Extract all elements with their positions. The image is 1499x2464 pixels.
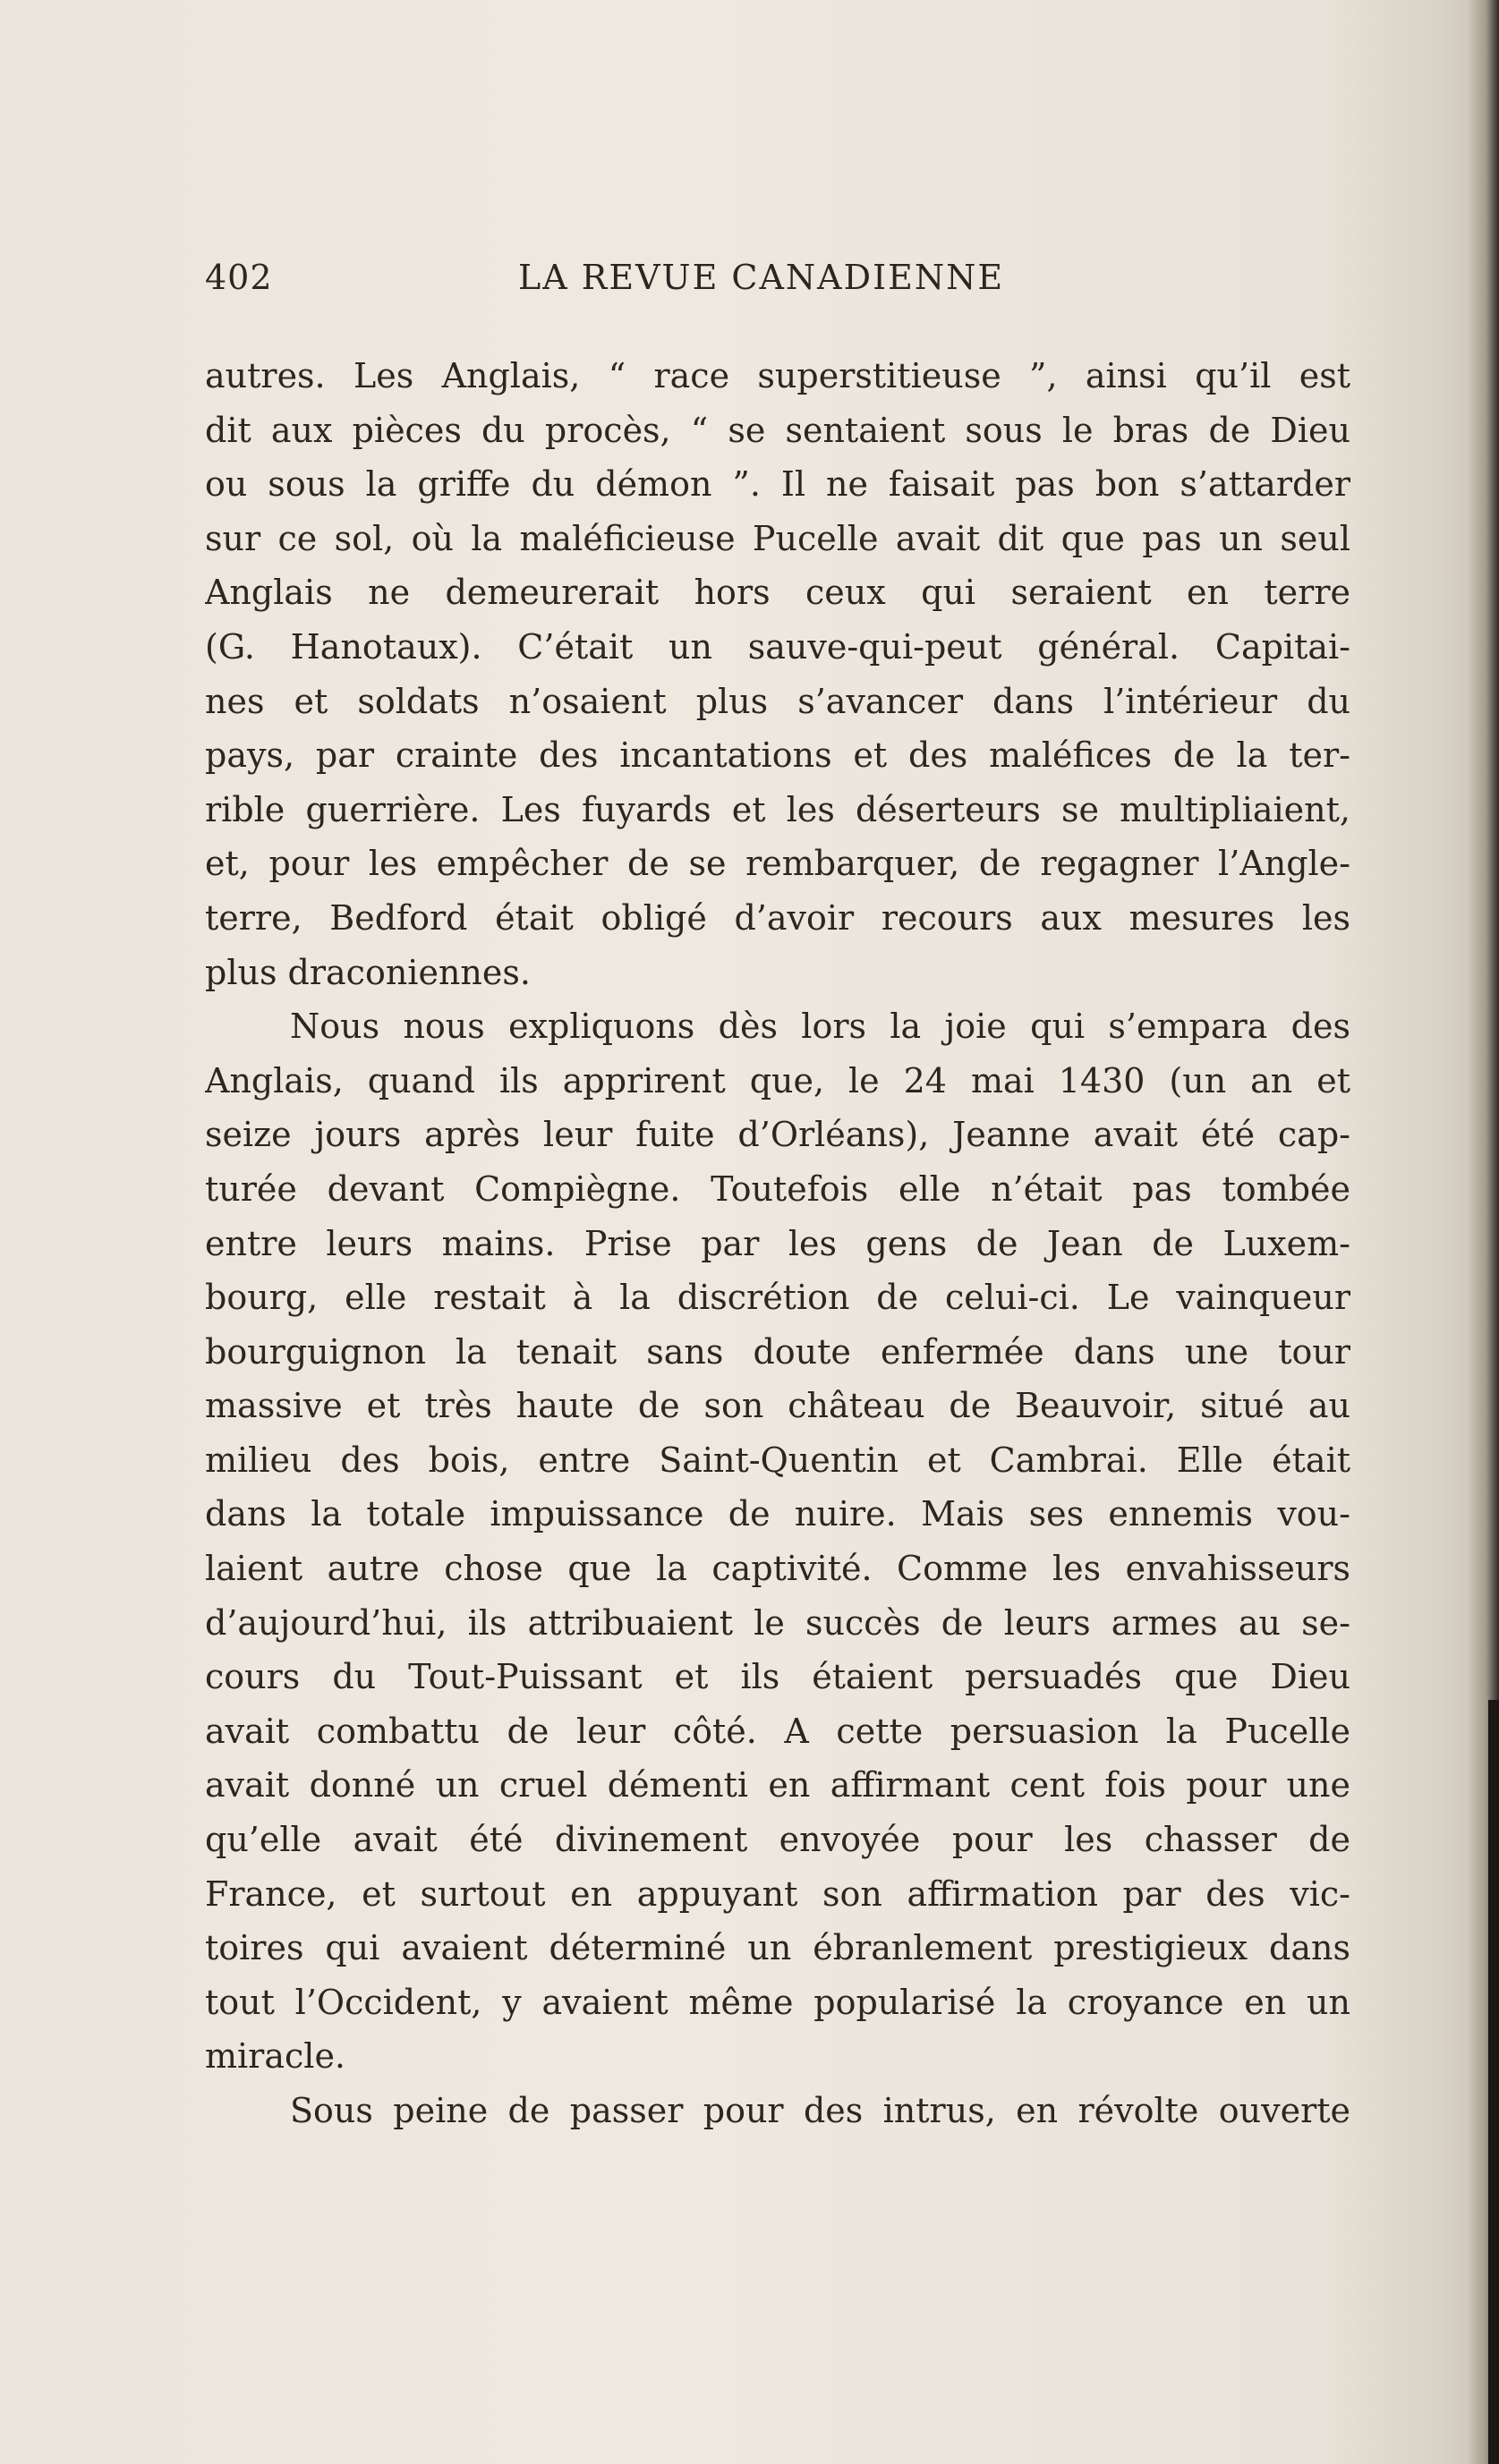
text-line: dans la totale impuissance de nuire. Mais ses ennemis vou- bbox=[205, 1494, 1350, 1534]
text-line: cours du Tout-Puissant et ils étaient persuadés que Dieu bbox=[205, 1657, 1350, 1697]
text-line: autres. Les Anglais, “ race superstitieuse ”, ainsi qu’il est bbox=[205, 356, 1350, 395]
paragraph-first-line: Sous peine de passer pour des intrus, en révolte ouverte bbox=[290, 2091, 1350, 2130]
paragraph-end-line: plus draconiennes. bbox=[205, 952, 531, 992]
paragraph-end-line: miracle. bbox=[205, 2036, 346, 2077]
body-text bbox=[205, 349, 1350, 2138]
text-line: Anglais, quand ils apprirent que, le 24 mai 1430 (un an et bbox=[205, 1060, 1350, 1100]
text-line: France, et surtout en appuyant son affirmation par des vic- bbox=[205, 1873, 1350, 1914]
page-number: 402 bbox=[205, 258, 273, 297]
text-line: seize jours après leur fuite d’Orléans), Jeanne avait été cap- bbox=[205, 1115, 1350, 1155]
text-line: laient autre chose que la captivité. Comme les envahisseurs bbox=[205, 1549, 1350, 1589]
running-head bbox=[205, 258, 1350, 302]
text-line: massive et très haute de son château de Beauvoir, situé au bbox=[205, 1386, 1350, 1426]
text-line: avait combattu de leur côté. A cette persuasion la Pucelle bbox=[205, 1711, 1350, 1751]
text-line: d’aujourd’hui, ils attribuaient le succès de leurs armes au se- bbox=[205, 1602, 1350, 1643]
text-line: bourguignon la tenait sans doute enfermée dans une tour bbox=[205, 1331, 1350, 1372]
text-line: qu’elle avait été divinement envoyée pour les chasser de bbox=[205, 1820, 1350, 1860]
text-line: sur ce sol, où la maléficieuse Pucelle avait dit que pas un seul bbox=[205, 518, 1350, 558]
journal-title: LA REVUE CANADIENNE bbox=[518, 258, 1005, 297]
text-line: et, pour les empêcher de se rembarquer, de regagner l’Angle- bbox=[205, 844, 1350, 884]
text-line: toires qui avaient déterminé un ébranlement prestigieux dans bbox=[205, 1928, 1350, 1968]
text-line: dit aux pièces du procès, “ se sentaient sous le bras de Dieu bbox=[205, 410, 1350, 450]
text-line: rible guerrière. Les fuyards et les déserteurs se multipliaient, bbox=[205, 789, 1350, 829]
text-line: nes et soldats n’osaient plus s’avancer dans l’intérieur du bbox=[205, 681, 1350, 721]
text-line: entre leurs mains. Prise par les gens de Jean de Luxem- bbox=[205, 1223, 1350, 1263]
binding-edge bbox=[1488, 1700, 1499, 2464]
text-line: terre, Bedford était obligé d’avoir recours aux mesures les bbox=[205, 897, 1350, 938]
text-line: ou sous la griffe du démon ”. Il ne faisait pas bon s’attarder bbox=[205, 464, 1350, 505]
text-line: milieu des bois, entre Saint-Quentin et Cambrai. Elle était bbox=[205, 1440, 1350, 1480]
text-line: Anglais ne demeurerait hors ceux qui seraient en terre bbox=[205, 573, 1350, 613]
paragraph-first-line: Nous nous expliquons dès lors la joie qui s’empara des bbox=[290, 1007, 1350, 1047]
text-line: bourg, elle restait à la discrétion de celui-ci. Le vainqueur bbox=[205, 1278, 1350, 1318]
text-line: tout l’Occident, y avaient même popularisé la croyance en un bbox=[205, 1982, 1350, 2022]
text-line: avait donné un cruel démenti en affirmant cent fois pour une bbox=[205, 1765, 1350, 1806]
text-line: (G. Hanotaux). C’était un sauve-qui-peut général. Capitai- bbox=[205, 626, 1350, 667]
text-line: pays, par crainte des incantations et des maléfices de la ter- bbox=[205, 735, 1350, 776]
text-line: turée devant Compiègne. Toutefois elle n’était pas tombée bbox=[205, 1168, 1350, 1209]
